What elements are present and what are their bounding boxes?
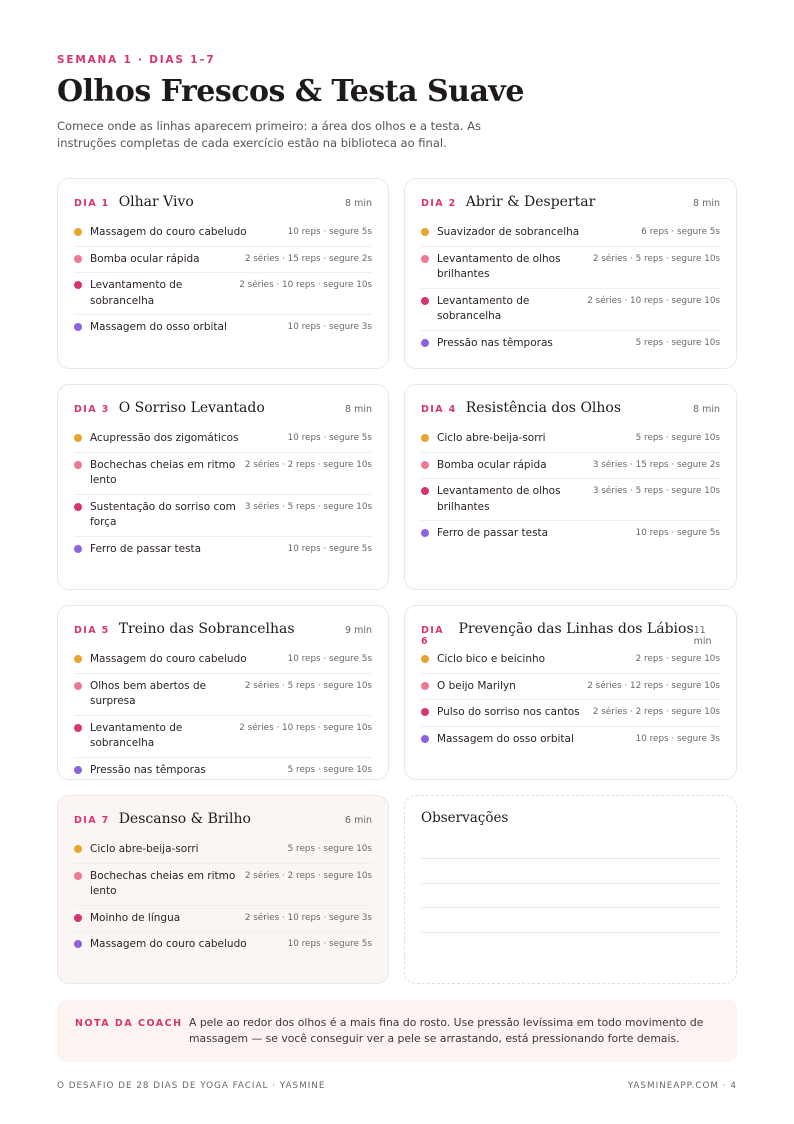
exercise-row [74,220,372,247]
exercise-dot-icon [74,281,82,289]
exercise-name: O beijo Marilyn [437,679,516,692]
notes-box [404,795,737,984]
exercise-name: Bochechas cheias em ritmo lento [90,869,236,897]
exercise-row [74,758,372,784]
exercise-name: Bomba ocular rápida [437,458,547,471]
exercise-row [74,273,372,315]
day-card-header [74,621,372,641]
exercise-row [74,495,372,537]
exercise-name: Massagem do osso orbital [90,321,227,333]
exercise-name: Ferro de passar testa [437,527,549,539]
coach-note-text: A pele ao redor dos olhos é a mais fina do rosto. Use pressão levíssima em todo movimento de massagem — se você conseguir ver a pele se arrastando, está pressionando forte demais. [189,1016,704,1045]
exercise-list [74,647,372,783]
exercise-name: Pulso do sorriso nos cantos [437,706,580,718]
note-line [421,932,720,933]
exercise-meta: 10 reps · segure 3s [287,322,372,332]
exercise-dot-icon [74,255,82,263]
day-duration: 11 min [693,625,712,647]
exercise-meta: 5 reps · segure 10s [635,337,720,348]
exercise-dot-icon [421,682,429,690]
exercise-row [74,647,372,674]
exercise-row [421,247,720,289]
exercise-list [74,837,372,958]
exercise-meta: 2 séries · 10 reps · segure 3s [244,912,372,923]
day-card-header [74,194,372,214]
coach-note-label: NOTA DA COACH [75,1018,183,1029]
exercise-row [74,837,372,864]
exercise-row [74,864,372,906]
exercise-dot-icon [421,735,429,743]
notes-title: Observações [421,810,509,826]
day-title: Resistência dos Olhos [465,400,622,416]
day-card-7 [57,795,389,984]
exercise-row [74,453,372,495]
day-duration: 9 min [345,625,372,636]
day-card-header [74,400,372,420]
exercise-list [74,426,372,562]
day-title: Abrir & Despertar [465,194,596,210]
day-card-header [421,400,720,420]
exercise-name: Sustentação do sorriso com força [90,500,236,528]
exercise-row [74,315,372,341]
day-card-2 [404,178,737,369]
exercise-meta: 2 séries · 5 reps · segure 10s [244,680,372,691]
day-title: O Sorriso Levantado [118,400,265,416]
exercise-meta: 5 reps · segure 10s [287,764,372,775]
exercise-dot-icon [74,503,82,511]
exercise-name: Ciclo bico e beicinho [437,653,546,665]
footer-right: YASMINEAPP.COM · 4 [627,1081,737,1091]
exercise-list [421,426,720,547]
exercise-dot-icon [74,461,82,469]
exercise-row [421,426,720,453]
day-card-5 [57,605,389,780]
exercise-row [74,674,372,716]
exercise-dot-icon [74,872,82,880]
exercise-meta: 2 séries · 10 reps · segure 10s [239,722,372,733]
exercise-meta: 2 séries · 12 reps · segure 10s [587,680,720,691]
exercise-list [74,220,372,341]
exercise-meta: 10 reps · segure 5s [287,433,372,443]
exercise-meta: 3 séries · 5 reps · segure 10s [244,501,372,512]
day-card-header [74,811,372,831]
exercise-row [74,932,372,958]
week-eyebrow: SEMANA 1 · DIAS 1–7 [57,54,216,66]
exercise-row [421,521,720,547]
day-card-3 [57,384,389,590]
exercise-name: Bomba ocular rápida [90,252,200,265]
exercise-meta: 10 reps · segure 5s [287,227,372,237]
exercise-name: Massagem do couro cabeludo [90,653,247,665]
exercise-dot-icon [74,434,82,442]
exercise-list [421,220,720,356]
exercise-dot-icon [421,529,429,537]
exercise-dot-icon [421,297,429,305]
coach-note [57,1000,737,1062]
exercise-row [421,727,720,753]
exercise-row [74,426,372,453]
exercise-name: Levantamento de sobrancelha [90,721,183,749]
exercise-name: Olhos bem abertos de surpresa [90,679,207,707]
exercise-name: Ciclo abre-beija-sorri [90,843,199,855]
day-label: DIA 6 [421,625,444,647]
exercise-name: Ciclo abre-beija-sorri [437,432,546,444]
exercise-meta: 2 séries · 15 reps · segure 2s [244,253,372,264]
exercise-name: Acupressão dos zigomáticos [90,432,239,444]
exercise-name: Massagem do osso orbital [437,732,574,745]
exercise-name: Pressão nas têmporas [437,336,553,349]
day-label: DIA 7 [74,815,110,826]
exercise-meta: 2 séries · 10 reps · segure 10s [239,280,372,290]
exercise-name: Massagem do couro cabeludo [90,938,247,950]
exercise-name: Levantamento de sobrancelha [90,279,183,307]
exercise-row [74,906,372,933]
page-title: Olhos Frescos & Testa Suave [57,74,524,109]
exercise-name: Suavizador de sobrancelha [437,226,580,238]
exercise-row [74,247,372,274]
day-card-header [421,194,720,214]
exercise-dot-icon [74,766,82,774]
exercise-dot-icon [421,255,429,263]
exercise-meta: 10 reps · segure 5s [635,528,720,538]
exercise-dot-icon [74,940,82,948]
day-label: DIA 5 [74,625,110,636]
day-label: DIA 1 [74,198,110,209]
exercise-meta: 5 reps · segure 10s [287,844,372,854]
exercise-name: Pressão nas têmporas [90,763,206,776]
exercise-row [421,700,720,727]
exercise-meta: 3 séries · 15 reps · segure 2s [592,459,720,470]
page-intro: Comece onde as linhas aparecem primeiro: a área dos olhos e a testa. As instruções completas de cada exercício estão na biblioteca ao final. [57,119,481,150]
exercise-row [421,220,720,247]
exercise-meta: 10 reps · segure 5s [287,543,372,554]
exercise-row [421,647,720,674]
day-duration: 8 min [345,404,372,415]
exercise-row [421,674,720,701]
day-duration: 8 min [693,198,720,209]
exercise-name: Levantamento de sobrancelha [437,294,530,322]
day-label: DIA 2 [421,198,457,209]
day-card-1 [57,178,389,369]
exercise-row [74,537,372,563]
exercise-name: Levantamento de olhos brilhantes [437,485,561,513]
day-card-4 [404,384,737,590]
exercise-dot-icon [421,708,429,716]
exercise-dot-icon [421,339,429,347]
day-duration: 6 min [345,815,372,826]
day-duration: 8 min [345,198,372,209]
exercise-meta: 2 séries · 10 reps · segure 10s [587,295,720,306]
day-title: Prevenção das Linhas dos Lábios [458,621,694,637]
exercise-meta: 10 reps · segure 3s [635,733,720,744]
exercise-list [421,647,720,752]
day-card-6 [404,605,737,780]
exercise-dot-icon [74,845,82,853]
exercise-dot-icon [74,323,82,331]
day-title: Descanso & Brilho [118,811,251,827]
exercise-meta: 2 reps · segure 10s [635,654,720,664]
exercise-dot-icon [74,228,82,236]
exercise-meta: 2 séries · 2 reps · segure 10s [592,707,720,717]
exercise-dot-icon [74,724,82,732]
exercise-row [421,453,720,480]
exercise-row [421,289,720,331]
exercise-dot-icon [421,655,429,663]
day-title: Olhar Vivo [118,194,194,210]
day-label: DIA 4 [421,404,457,415]
footer-left: O DESAFIO DE 28 DIAS DE YOGA FACIAL · YASMINE [57,1081,326,1091]
exercise-row [421,331,720,357]
exercise-name: Levantamento de olhos brilhantes [437,252,561,280]
exercise-meta: 10 reps · segure 5s [287,939,372,949]
exercise-dot-icon [421,487,429,495]
exercise-name: Moinho de língua [90,911,181,924]
note-line [421,883,720,884]
note-line [421,858,720,859]
exercise-dot-icon [421,434,429,442]
exercise-dot-icon [74,682,82,690]
note-line [421,907,720,908]
exercise-meta: 5 reps · segure 10s [635,433,720,443]
exercise-name: Massagem do couro cabeludo [90,226,247,238]
exercise-dot-icon [74,545,82,553]
exercise-meta: 2 séries · 5 reps · segure 10s [592,253,720,264]
exercise-meta: 2 séries · 2 reps · segure 10s [244,459,372,470]
exercise-name: Bochechas cheias em ritmo lento [90,458,236,486]
exercise-name: Ferro de passar testa [90,542,202,555]
day-card-header [421,621,720,647]
exercise-dot-icon [421,228,429,236]
exercise-dot-icon [74,914,82,922]
day-duration: 8 min [693,404,720,415]
exercise-dot-icon [74,655,82,663]
exercise-row [74,716,372,758]
exercise-row [421,479,720,521]
exercise-meta: 6 reps · segure 5s [641,227,720,237]
exercise-dot-icon [421,461,429,469]
day-label: DIA 3 [74,404,110,415]
exercise-meta: 10 reps · segure 5s [287,654,372,664]
day-title: Treino das Sobrancelhas [118,621,295,637]
exercise-meta: 2 séries · 2 reps · segure 10s [244,870,372,881]
exercise-meta: 3 séries · 5 reps · segure 10s [592,486,720,496]
